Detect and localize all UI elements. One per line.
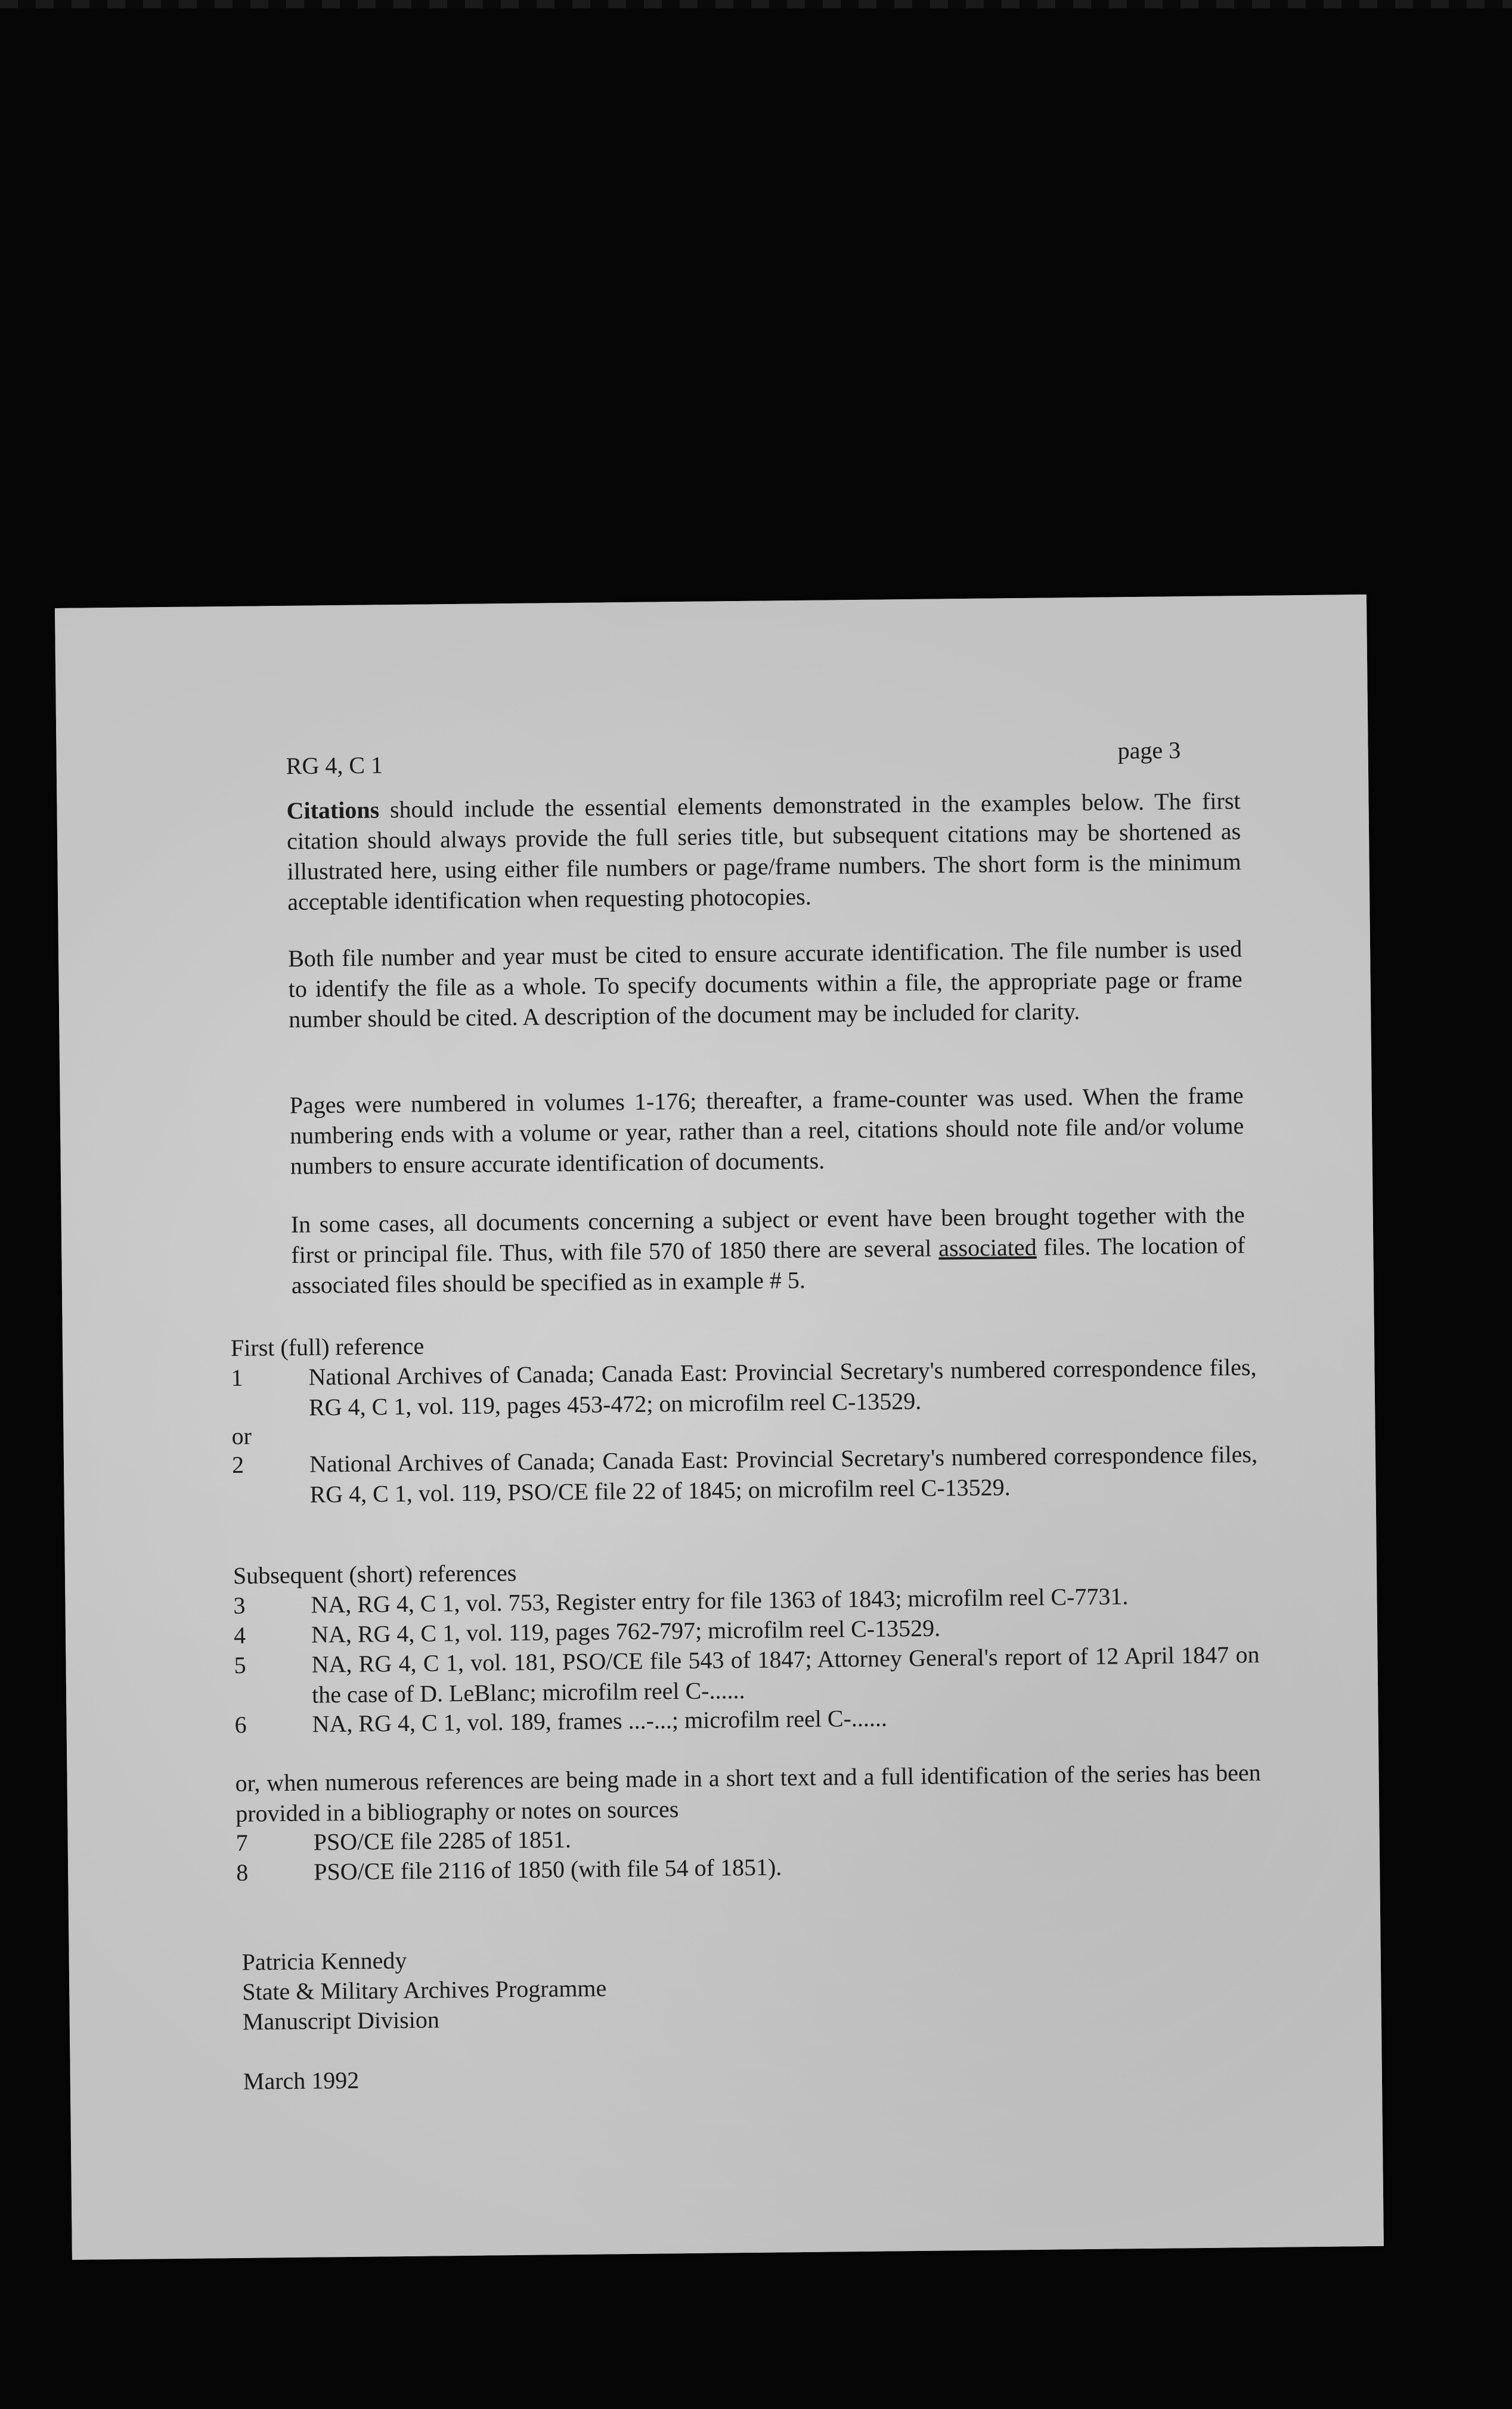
reference-number: 7 bbox=[236, 1829, 248, 1856]
reference-number: 8 bbox=[236, 1859, 249, 1886]
reference-number: 4 bbox=[233, 1621, 246, 1649]
reference-text: PSO/CE file 2116 of 1850 (with file 54 of 1851). bbox=[313, 1853, 782, 1885]
reference-text: NA, RG 4, C 1, vol. 119, pages 762-797; microfilm reel C-13529. bbox=[311, 1614, 941, 1648]
reference-number: 5 bbox=[234, 1651, 246, 1679]
associated-files-paragraph bbox=[291, 1199, 1246, 1301]
document-page bbox=[55, 594, 1384, 2260]
reference-text: National Archives of Canada; Canada East: Provincial Secretary's numbered correspondence files, RG 4, C 1, vol. 119, pages 453-472; on microfilm reel C-13529. bbox=[308, 1353, 1257, 1421]
subsequent-reference-heading: Subsequent (short) references bbox=[233, 1559, 517, 1589]
document-date: March 1992 bbox=[243, 2066, 360, 2095]
short-text-intro: or, when numerous references are being made in a short text and a full identification of the series has been provided in a bibliography or notes on sources bbox=[235, 1758, 1261, 1827]
associated-underlined: associated bbox=[938, 1233, 1037, 1262]
author-programme: State & Military Archives Programme bbox=[242, 1974, 607, 2005]
reference-text: NA, RG 4, C 1, vol. 189, frames ...-...; microfilm reel C-...... bbox=[312, 1704, 888, 1738]
associated-text-after: files. The location of associated files should be specified as in example # 5. bbox=[291, 1231, 1245, 1299]
citations-lead: Citations bbox=[286, 796, 380, 824]
associated-text-before: In some cases, all documents concerning a subject or event have been brought together with the first or principal file. Thus, with file 570 of 1850 there are several bbox=[290, 1201, 1245, 1268]
reference-number: 2 bbox=[231, 1451, 244, 1478]
author-name: Patricia Kennedy bbox=[241, 1946, 407, 1975]
reference-item bbox=[231, 1352, 1257, 1423]
or-label: or bbox=[231, 1422, 252, 1450]
series-reference: RG 4, C 1 bbox=[286, 751, 383, 779]
pages-paragraph: Pages were numbered in volumes 1-176; thereafter, a frame-counter was used. When the frame numbering ends with a volume or year, rather than a reel, citations should note file and/or volume numbers to ensure accurate identification of documents. bbox=[289, 1082, 1244, 1179]
file-number-paragraph: Both file number and year must be cited to ensure accurate identification. The file number is used to identify the file as a whole. To specify documents within a file, the appropriate page or frame number should be cited. A description of the document may be included for clarity. bbox=[287, 935, 1243, 1033]
reference-text: NA, RG 4, C 1, vol. 753, Register entry for file 1363 of 1843; microfilm reel C-7731. bbox=[311, 1583, 1129, 1618]
reference-number: 1 bbox=[231, 1364, 243, 1391]
citations-text: should include the essential elements demonstrated in the examples below. The first citation should always provide the full series title, but subsequent citations may be shortened as illustrated here, using either file numbers or page/frame numbers. The short form is the minimum acceptable identification when requesting photocopies. bbox=[286, 787, 1241, 915]
author-division: Manuscript Division bbox=[242, 2006, 440, 2035]
reference-text: NA, RG 4, C 1, vol. 181, PSO/CE file 543 of 1847; Attorney General's report of 12 April 1847 on the case of D. LeBlanc; microfilm reel C-...... bbox=[311, 1640, 1260, 1708]
reference-number: 3 bbox=[233, 1591, 246, 1619]
first-reference-heading: First (full) reference bbox=[230, 1332, 425, 1361]
film-edge bbox=[0, 0, 1512, 8]
reference-item bbox=[232, 1439, 1258, 1510]
reference-text: National Archives of Canada; Canada East: Provincial Secretary's numbered correspondence files, RG 4, C 1, vol. 119, PSO/CE file 22 of 1845; on microfilm reel C-13529. bbox=[309, 1440, 1258, 1508]
citations-paragraph bbox=[286, 785, 1241, 917]
page-number: page 3 bbox=[1117, 736, 1181, 764]
reference-number: 6 bbox=[234, 1711, 247, 1738]
reference-text: PSO/CE file 2285 of 1851. bbox=[313, 1826, 572, 1856]
